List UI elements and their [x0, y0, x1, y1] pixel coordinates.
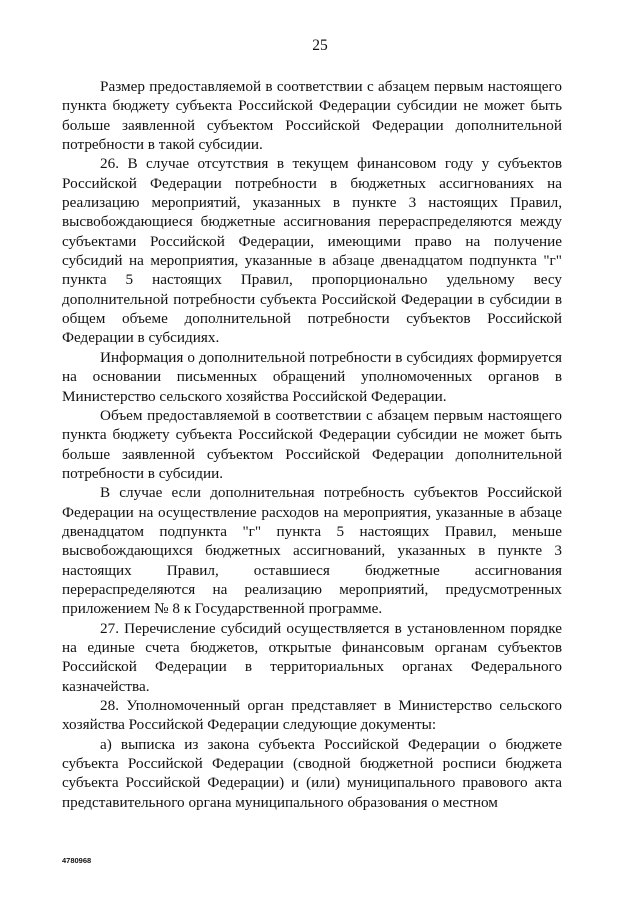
paragraph-reallocation: В случае если дополнительная потребность субъектов Российской Федерации на осуществление расходов на мероприятия, указанные в абзаце двенадцатом подпункта "г" пункта 5 настоящих Правил, меньше высвобождающихся бюджетных ассигнований, указанных в пункте 3 настоящих Правил, оставшиеся бюджетные ассигнования перераспределяются на реализацию мероприятий, предусмотренных приложением № 8 к Государственной программе.: [62, 484, 562, 618]
paragraph-item-28-a: а) выписка из закона субъекта Российской Федерации о бюджете субъекта Российской Федерации (сводной бюджетной росписи бюджета субъекта Российской Федерации) и (или) муниципального правового акта представительного органа муниципального образования о местном: [62, 735, 562, 811]
paragraph-additional-need-info: Информация о дополнительной потребности в субсидиях формируется на основании письменных обращений уполномоченных органов в Министерство сельского хозяйства Российской Федерации.: [62, 348, 562, 405]
paragraph-item-26: 26. В случае отсутствия в текущем финансовом году у субъектов Российской Федерации потребности в бюджетных ассигнованиях на реализацию мероприятий, указанных в пункте 3 настоящих Правил, высвобождающиеся бюджетные ассигнования перераспределяются между субъектами Российской Федерации, имеющими право на получение субсидий на мероприятия, указанные в абзаце двенадцатом подпункта "г" пункта 5 настоящих Правил, пропорционально удельному весу дополнительной потребности субъекта Российской Федерации в субсидии в общем объеме дополнительной потребности субъектов Российской Федерации в субсидиях.: [62, 155, 562, 347]
page-number: 25: [312, 37, 328, 54]
paragraph-subsidy-size: Размер предоставляемой в соответствии с абзацем первым настоящего пункта бюджету субъекта Российской Федерации субсидии не может быть больше заявленной субъектом Российской Федерации дополнительной потребности в такой субсидии.: [62, 78, 562, 154]
paragraph-item-27: 27. Перечисление субсидий осуществляется в установленном порядке на единые счета бюджетов, открытые финансовым органам субъектов Российской Федерации в территориальных органах Федерального казначейства.: [62, 619, 562, 695]
document-body: [62, 77, 562, 812]
document-code: 4780968: [62, 856, 92, 865]
paragraph-subsidy-volume: Объем предоставляемой в соответствии с абзацем первым настоящего пункта бюджету субъекта Российской Федерации субсидии не может быть больше заявленной субъектом Российской Федерации дополнительной потребности в субсидии.: [62, 406, 562, 482]
paragraph-item-28: 28. Уполномоченный орган представляет в Министерство сельского хозяйства Российской Федерации следующие документы:: [62, 697, 562, 734]
